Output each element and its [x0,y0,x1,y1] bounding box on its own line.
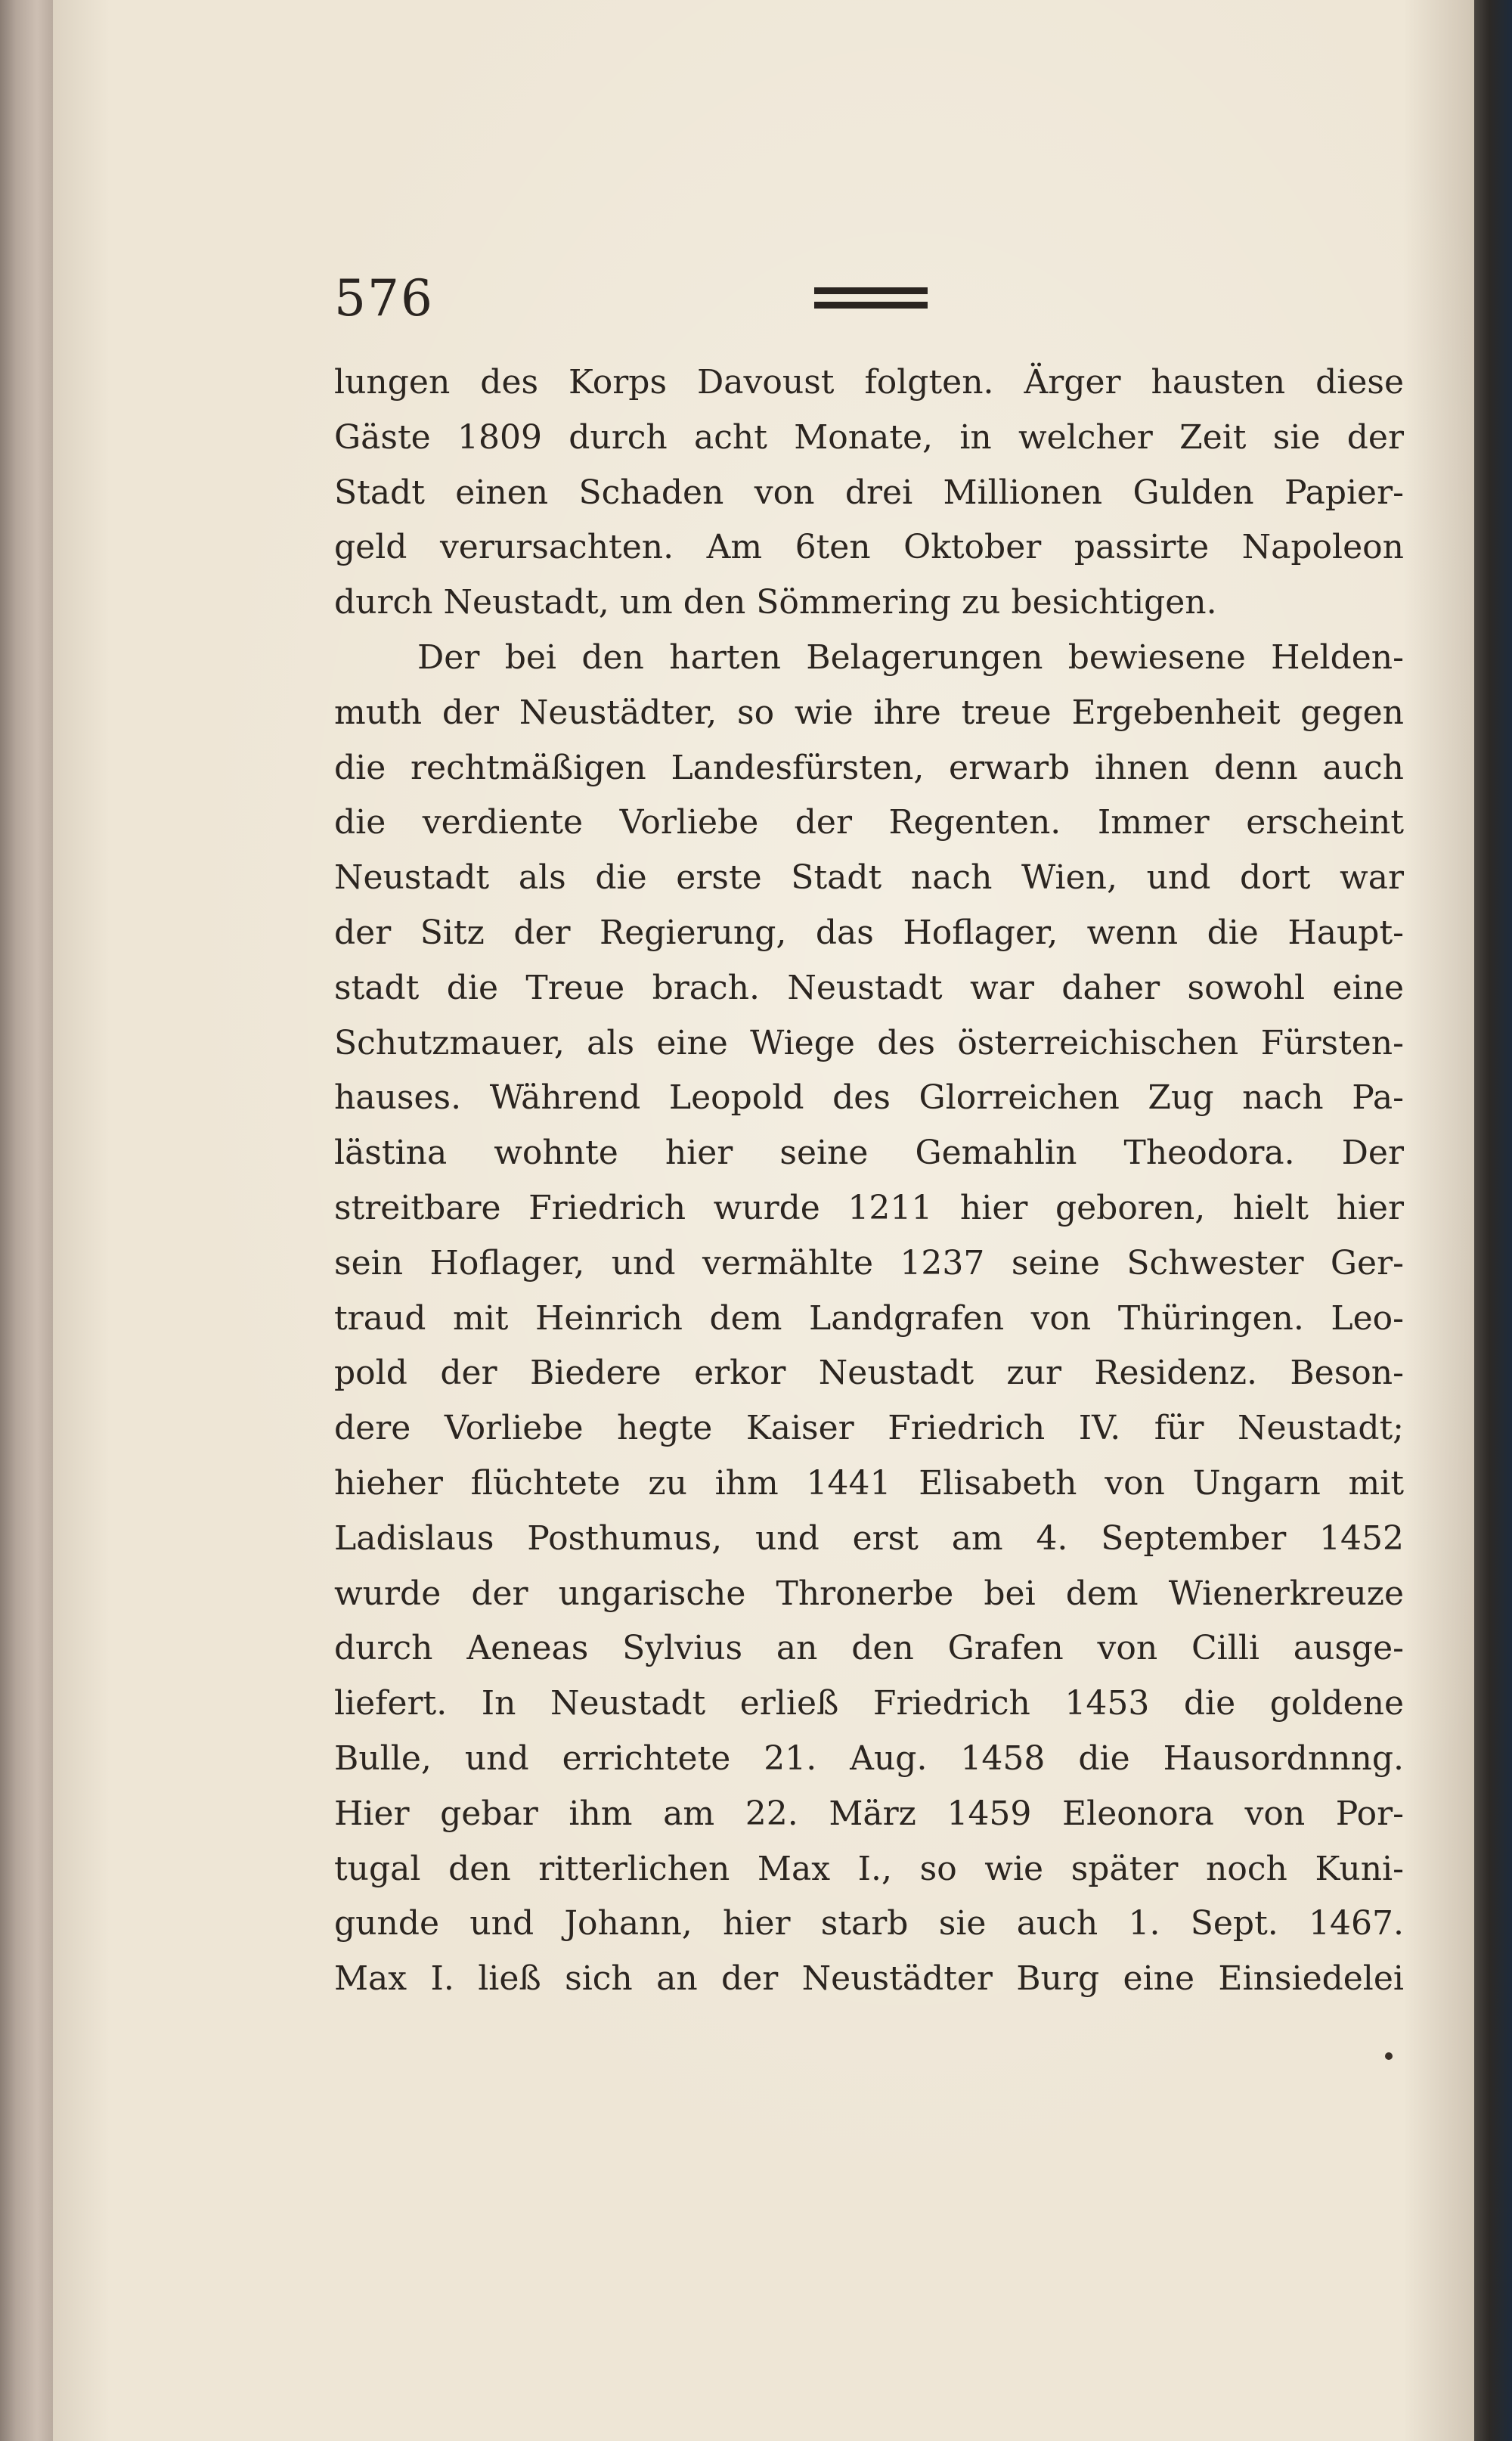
header-double-rule [814,287,928,316]
text-line: lungen des Korps Davoust folgten. Ärger hausten diese [334,363,1404,402]
text-line: gunde und Johann, hier starb sie auch 1. Sept. 1467. [334,1904,1404,1943]
text-line: pold der Biedere erkor Neustadt zur Residenz. Beson- [334,1354,1404,1393]
body-text [334,355,1404,2007]
text-line: streitbare Friedrich wurde 1211 hier geboren, hielt hier [334,1188,1404,1227]
text-line: traud mit Heinrich dem Landgrafen von Thüringen. Leo- [334,1298,1404,1338]
text-line: sein Hoflager, und vermählte 1237 seine Schwester Ger- [334,1243,1404,1283]
text-line: stadt die Treue brach. Neustadt war daher sowohl eine [334,968,1404,1007]
text-line: Schutzmauer, als eine Wiege des österreichischen Fürsten- [334,1023,1404,1062]
rule-bar-top [814,287,928,294]
text-line: dere Vorliebe hegte Kaiser Friedrich IV. für Neustadt; [334,1409,1404,1448]
text-line: Max I. ließ sich an der Neustädter Burg eine Einsiedelei [334,1959,1404,1999]
text-line: geld verursachten. Am 6ten Oktober passirte Napoleon [334,528,1404,567]
page-number: 576 [334,269,434,327]
rule-bar-bottom [814,302,928,309]
page-header [334,265,1393,333]
text-line: hieher flüchtete zu ihm 1441 Elisabeth von Ungarn mit [334,1463,1404,1503]
book-spine-edge [0,0,53,2441]
text-line: liefert. In Neustadt erließ Friedrich 1453 die goldene [334,1684,1404,1723]
text-line: Hier gebar ihm am 22. März 1459 Eleonora von Por- [334,1794,1404,1833]
text-line: die verdiente Vorliebe der Regenten. Immer erscheint [334,803,1404,842]
text-line: Der bei den harten Belagerungen bewiesene Helden- [417,637,1404,677]
text-line: Bulle, und errichtete 21. Aug. 1458 die Hausordnnng. [334,1738,1404,1778]
text-line: hauses. Während Leopold des Glorreichen Zug nach Pa- [334,1078,1404,1118]
text-line: durch Neustadt, um den Sömmering zu besichtigen. [334,583,1217,622]
text-line: Neustadt als die erste Stadt nach Wien, und dort war [334,858,1404,898]
text-line: muth der Neustädter, so wie ihre treue Ergebenheit gegen [334,693,1404,732]
text-line: der Sitz der Regierung, das Hoflager, wenn die Haupt- [334,913,1404,952]
text-line: wurde der ungarische Thronerbe bei dem Wienerkreuze [334,1574,1404,1613]
book-cover-edge [1474,0,1512,2441]
ink-speck [1385,2052,1393,2060]
text-line: durch Aeneas Sylvius an den Grafen von Cilli ausge- [334,1629,1404,1668]
text-line: Stadt einen Schaden von drei Millionen Gulden Papier- [334,473,1404,512]
text-line: die rechtmäßigen Landesfürsten, erwarb ihnen denn auch [334,748,1404,787]
text-line: Ladislaus Posthumus, und erst am 4. September 1452 [334,1518,1404,1558]
text-line: tugal den ritterlichen Max I., so wie später noch Kuni- [334,1849,1404,1888]
text-line: lästina wohnte hier seine Gemahlin Theodora. Der [334,1134,1404,1173]
text-line: Gäste 1809 durch acht Monate, in welcher Zeit sie der [334,417,1404,457]
